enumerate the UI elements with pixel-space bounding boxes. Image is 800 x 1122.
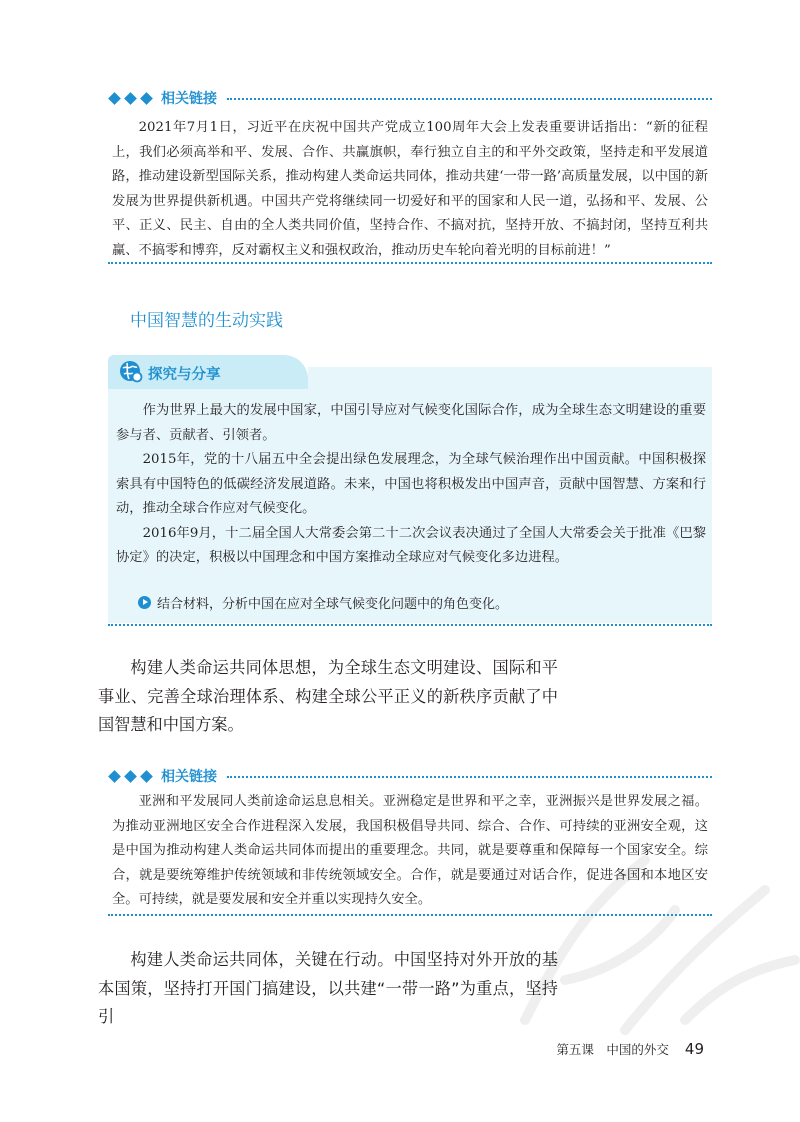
- related-link-1-paragraph: 2021年7月1日，习近平在庆祝中国共产党成立100周年大会上发表重要讲话指出：“新的征程上，我们必须高举和平、发展、合作、共赢旗帜，奉行独立自主的和平外交政策，坚持走和平发展道路，推动建设新型国际关系，推动构建人类命运共同体，推动共建‘一带一路’高质量发展，以中国的新发展为世界提供新机遇。中国共产党将继续同一切爱好和平的国家和人民一道，弘扬和平、发展、公平、正义、民主、自由的全人类共同价值，坚持合作、不搞对抗，坚持开放、不搞封闭，坚持互利共赢、不搞零和博弈，反对霸权主义和强权政治，推动历史车轮向着光明的目标前进！”: [112, 120, 708, 258]
- explore-paragraph: 作为世界上最大的发展中国家，中国引导应对气候变化国际合作，成为全球生态文明建设的重要参与者、贡献者、引领者。: [116, 403, 706, 443]
- explore-share-text: [116, 399, 706, 571]
- explore-share-title: 探究与分享: [148, 367, 221, 383]
- dotted-divider: [227, 98, 712, 100]
- explore-share-box: [108, 355, 712, 623]
- dotted-divider: [108, 262, 712, 264]
- dotted-divider: [108, 624, 712, 626]
- related-link-1-title: 相关链接: [161, 91, 217, 107]
- diamond-bullets-icon: [108, 94, 153, 103]
- globe-magnifier-icon: [118, 359, 144, 385]
- diamond-bullets-icon: [108, 772, 153, 781]
- play-arrow-icon: [138, 596, 151, 609]
- explore-question-text: 结合材料，分析中国在应对全球气候变化问题中的角色变化。: [157, 597, 509, 612]
- related-link-2-title: 相关链接: [161, 769, 217, 785]
- related-link-1-header: [108, 88, 712, 108]
- page-number: 49: [684, 1040, 704, 1058]
- related-link-2-paragraph: 亚洲和平发展同人类前途命运息息相关。亚洲稳定是世界和平之幸，亚洲振兴是世界发展之福。为推动亚洲地区安全合作进程深入发展，我国积极倡导共同、综合、合作、可持续的亚洲安全观，这是中国为推动构建人类命运共同体而提出的重要理念。共同，就是要尊重和保障每一个国家安全。综合，就是要统筹维护传统领域和非传统领域安全。合作，就是要通过对话合作，促进各国和本地区安全。可持续，就是要发展和安全并重以实现持久安全。: [112, 794, 708, 907]
- related-link-2-text: [108, 790, 712, 913]
- dotted-divider: [227, 776, 712, 778]
- page-footer: [556, 1040, 704, 1058]
- lesson-label: 第五课 中国的外交: [556, 1042, 669, 1057]
- related-link-1-text: [108, 116, 712, 263]
- dotted-divider: [108, 914, 712, 916]
- related-link-2-header: [108, 766, 712, 786]
- explore-paragraph: 2015年，党的十八届五中全会提出绿色发展理念，为全球气候治理作出中国贡献。中国积极探索具有中国特色的低碳经济发展道路。未来，中国也将积极发出中国声音，贡献中国智慧、方案和行动，推动全球合作应对气候变化。: [116, 452, 706, 516]
- explore-paragraph: 2016年9月，十二届全国人大常委会第二十二次会议表决通过了全国人大常委会关于批准《巴黎协定》的决定，积极以中国理念和中国方案推动全球应对气候变化多边进程。: [116, 525, 706, 565]
- related-link-1: [108, 88, 712, 263]
- section-title: 中国智慧的生动实践: [130, 311, 283, 331]
- body-paragraph-1: 构建人类命运共同体思想，为全球生态文明建设、国际和平事业、完善全球治理体系、构建全球公平正义的新秩序贡献了中国智慧和中国方案。: [98, 658, 558, 734]
- body-paragraph-2: 构建人类命运共同体，关键在行动。中国坚持对外开放的基本国策，坚持打开国门搞建设，以共建“一带一路”为重点，坚持引: [98, 950, 558, 1026]
- explore-question: [138, 593, 508, 612]
- related-link-2: [108, 766, 712, 913]
